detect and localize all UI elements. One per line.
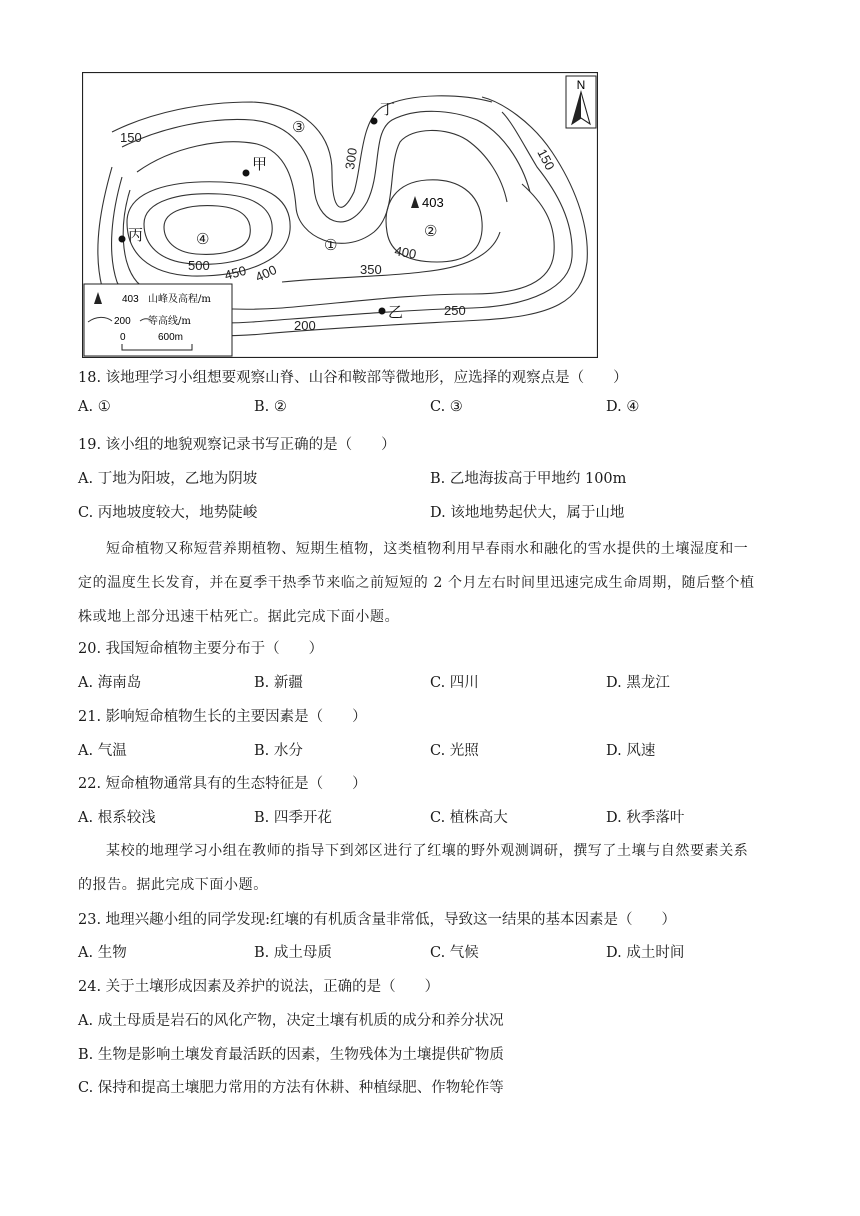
north-label: N bbox=[576, 78, 586, 92]
question-21-stem: 21. 影响短命植物生长的主要因素是（ ） bbox=[78, 709, 367, 725]
q23-option-d[interactable]: D. 成土时间 bbox=[606, 945, 685, 961]
contour-label: 400 bbox=[252, 261, 279, 285]
q22-option-b[interactable]: B. 四季开花 bbox=[254, 810, 332, 826]
point-label: 乙 bbox=[388, 303, 404, 321]
q24-option-a[interactable]: A. 成土母质是岩石的风化产物，决定土壤有机质的成分和养分状况 bbox=[78, 1013, 504, 1029]
passage-1-line: 定的温度生长发育，并在夏季干热季节来临之前短短的 2 个月左右时间里迅速完成生命周期，随后整个植 bbox=[78, 575, 755, 591]
contour-label: 250 bbox=[444, 303, 466, 318]
q18-option-b[interactable]: B. ② bbox=[254, 399, 287, 415]
point-ding-marker bbox=[371, 118, 378, 125]
contour-label: 350 bbox=[360, 262, 382, 277]
q18-option-d[interactable]: D. ④ bbox=[606, 399, 640, 415]
q22-option-a[interactable]: A. 根系较浅 bbox=[78, 810, 156, 826]
question-24-stem: 24. 关于土壤形成因素及养护的说法，正确的是（ ） bbox=[78, 979, 440, 995]
peak-elevation: 403 bbox=[422, 195, 444, 210]
q24-option-c[interactable]: C. 保持和提高土壤肥力常用的方法有休耕、种植绿肥、作物轮作等 bbox=[78, 1080, 504, 1096]
contour-label: 150 bbox=[120, 130, 142, 145]
passage-2-line: 某校的地理学习小组在教师的指导下到郊区进行了红壤的野外观测调研，撰写了土壤与自然要素关系 bbox=[106, 843, 749, 859]
q21-option-a[interactable]: A. 气温 bbox=[78, 743, 127, 759]
passage-1-line: 株或地上部分迅速干枯死亡。据此完成下面小题。 bbox=[78, 609, 400, 625]
legend-peak-value: 403 bbox=[122, 294, 139, 305]
q19-option-b[interactable]: B. 乙地海拔高于甲地约 100m bbox=[430, 471, 627, 487]
area-label: ① bbox=[324, 236, 338, 254]
contour-label: 200 bbox=[294, 318, 316, 333]
contour-label: 450 bbox=[222, 262, 248, 283]
q20-option-a[interactable]: A. 海南岛 bbox=[78, 675, 142, 691]
area-label: ④ bbox=[196, 230, 210, 248]
legend-contour-value: 200 bbox=[114, 316, 131, 327]
q22-option-c[interactable]: C. 植株高大 bbox=[430, 810, 508, 826]
question-22-stem: 22. 短命植物通常具有的生态特征是（ ） bbox=[78, 776, 367, 792]
legend-scale-length: 600m bbox=[158, 332, 184, 343]
point-label: 甲 bbox=[252, 155, 268, 173]
legend-contour-label: 等高线/m bbox=[148, 316, 191, 327]
legend-scale-zero: 0 bbox=[120, 332, 126, 343]
q23-option-c[interactable]: C. 气候 bbox=[430, 945, 479, 961]
contour-label: 150 bbox=[534, 146, 558, 173]
contour-label: 500 bbox=[188, 258, 210, 273]
q20-option-c[interactable]: C. 四川 bbox=[430, 675, 479, 691]
q21-option-d[interactable]: D. 风速 bbox=[606, 743, 656, 759]
question-23-stem: 23. 地理兴趣小组的同学发现:红壤的有机质含量非常低，导致这一结果的基本因素是（ ） bbox=[78, 912, 677, 928]
area-label: ② bbox=[424, 222, 438, 240]
q23-option-b[interactable]: B. 成土母质 bbox=[254, 945, 332, 961]
q23-option-a[interactable]: A. 生物 bbox=[78, 945, 127, 961]
point-label: 丙 bbox=[128, 226, 144, 244]
passage-1 bbox=[78, 532, 778, 634]
q19-option-c[interactable]: C. 丙地坡度较大，地势陡峻 bbox=[78, 505, 258, 521]
point-label: 丁 bbox=[380, 100, 396, 118]
q21-option-b[interactable]: B. 水分 bbox=[254, 743, 303, 759]
q18-option-c[interactable]: C. ③ bbox=[430, 399, 463, 415]
q22-option-d[interactable]: D. 秋季落叶 bbox=[606, 810, 685, 826]
contour-label: 400 bbox=[393, 243, 418, 262]
passage-2-line: 的报告。据此完成下面小题。 bbox=[78, 877, 268, 893]
q19-option-a[interactable]: A. 丁地为阳坡，乙地为阴坡 bbox=[78, 471, 258, 487]
q20-option-b[interactable]: B. 新疆 bbox=[254, 675, 303, 691]
passage-2 bbox=[78, 834, 778, 902]
point-jia-marker bbox=[243, 170, 250, 177]
legend-peak-label: 山峰及高程/m bbox=[148, 294, 211, 305]
q19-option-d[interactable]: D. 该地地势起伏大，属于山地 bbox=[430, 505, 625, 521]
passage-1-line: 短命植物又称短营养期植物、短期生植物，这类植物利用早春雨水和融化的雪水提供的土壤湿度和一 bbox=[106, 541, 749, 557]
q18-option-a[interactable]: A. ① bbox=[78, 399, 111, 415]
q20-option-d[interactable]: D. 黑龙江 bbox=[606, 675, 670, 691]
area-label: ③ bbox=[292, 118, 306, 136]
question-20-stem: 20. 我国短命植物主要分布于（ ） bbox=[78, 641, 324, 657]
q21-option-c[interactable]: C. 光照 bbox=[430, 743, 479, 759]
question-19-stem: 19. 该小组的地貌观察记录书写正确的是（ ） bbox=[78, 437, 396, 453]
point-yi-marker bbox=[379, 308, 386, 315]
point-bing-marker bbox=[119, 236, 126, 243]
contour-label: 300 bbox=[342, 146, 360, 171]
contour-map bbox=[82, 72, 598, 358]
question-18-stem: 18. 该地理学习小组想要观察山脊、山谷和鞍部等微地形，应选择的观察点是（ ） bbox=[78, 370, 628, 386]
q24-option-b[interactable]: B. 生物是影响土壤发育最活跃的因素，生物残体为土壤提供矿物质 bbox=[78, 1047, 504, 1063]
